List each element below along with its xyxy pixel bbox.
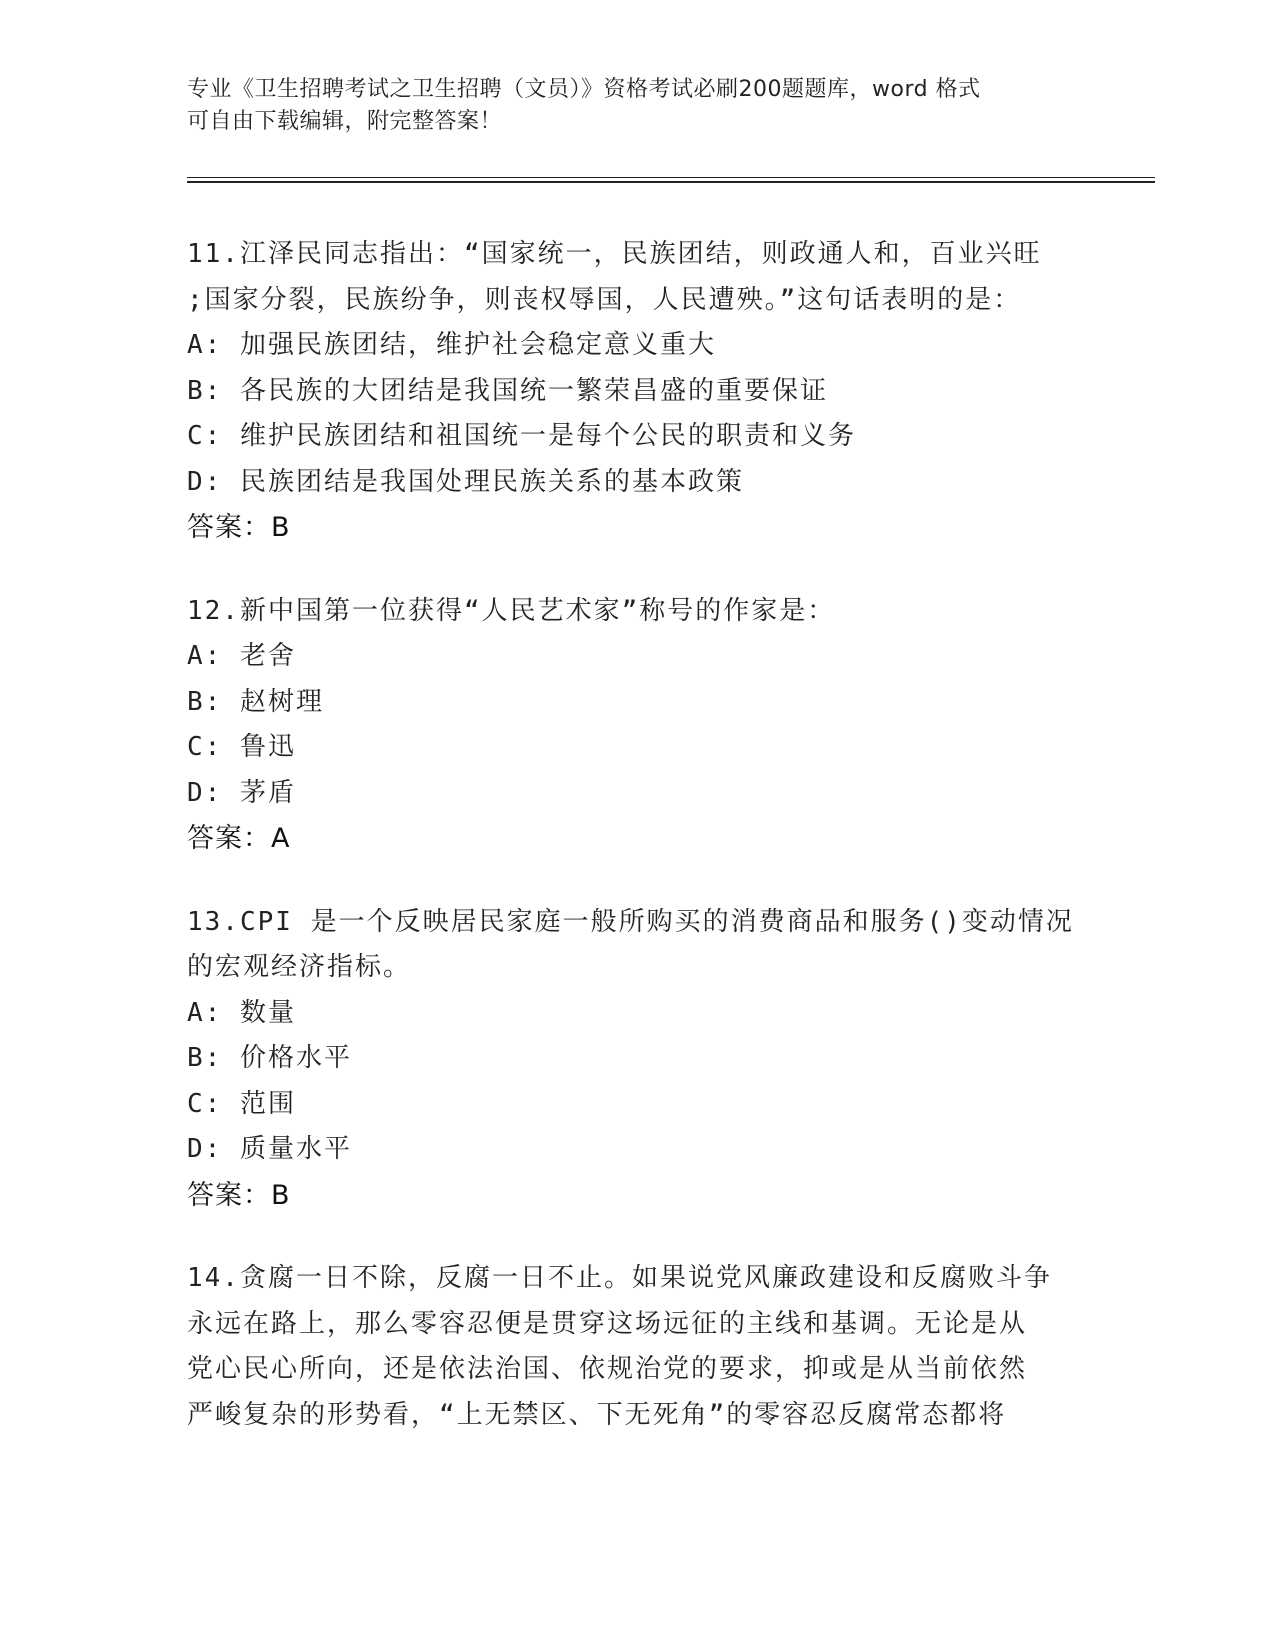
option-c: C: 维护民族团结和祖国统一是每个公民的职责和义务 bbox=[187, 421, 856, 451]
question-stem-line: 14.贪腐一日不除，反腐一日不止。如果说党风廉政建设和反腐败斗争 bbox=[187, 1263, 1052, 1293]
option-c: C: 鲁迅 bbox=[187, 732, 296, 762]
option-b: B: 赵树理 bbox=[187, 686, 324, 717]
answer: 答案：B bbox=[187, 1179, 291, 1211]
option-b: B: 价格水平 bbox=[187, 1043, 352, 1073]
question-13 bbox=[187, 900, 1087, 1219]
question-stem-line: 永远在路上，那么零容忍便是贯穿这场远征的主线和基调。无论是从 bbox=[187, 1308, 1028, 1339]
question-14 bbox=[187, 1256, 1087, 1438]
question-stem-line: 的宏观经济指标。 bbox=[187, 952, 412, 982]
header-line-2: 可自由下载编辑，附完整答案！ bbox=[187, 109, 503, 134]
question-list bbox=[187, 232, 1087, 1476]
option-d: D: 茅盾 bbox=[187, 777, 296, 808]
header-line-1: 专业《卫生招聘考试之卫生招聘（文员）》资格考试必刷200题题库，word 格式 bbox=[187, 77, 981, 102]
option-a: A: 老舍 bbox=[187, 641, 296, 671]
question-stem-line: ;国家分裂，民族纷争，则丧权辱国，人民遭殃。”这句话表明的是： bbox=[187, 284, 1022, 315]
option-d: D: 质量水平 bbox=[187, 1134, 352, 1164]
question-stem-line: 党心民心所向，还是依法治国、依规治党的要求，抑或是从当前依然 bbox=[187, 1354, 1028, 1384]
header-divider bbox=[187, 177, 1155, 183]
option-b: B: 各民族的大团结是我国统一繁荣昌盛的重要保证 bbox=[187, 375, 828, 406]
question-stem-line: 11.江泽民同志指出：“国家统一，民族团结，则政通人和，百业兴旺 bbox=[187, 239, 1042, 269]
option-a: A: 加强民族团结，维护社会稳定意义重大 bbox=[187, 330, 716, 360]
answer: 答案：B bbox=[187, 512, 291, 543]
question-11 bbox=[187, 232, 1087, 551]
question-stem-line: 12.新中国第一位获得“人民艺术家”称号的作家是： bbox=[187, 595, 836, 626]
option-c: C: 范围 bbox=[187, 1088, 296, 1119]
document-header bbox=[187, 74, 1087, 138]
answer: 答案：A bbox=[187, 823, 291, 854]
option-a: A: 数量 bbox=[187, 997, 296, 1028]
question-stem-line: 13.CPI 是一个反映居民家庭一般所购买的消费商品和服务()变动情况 bbox=[187, 906, 1074, 937]
option-d: D: 民族团结是我国处理民族关系的基本政策 bbox=[187, 466, 744, 497]
question-stem-line: 严峻复杂的形势看，“上无禁区、下无死角”的零容忍反腐常态都将 bbox=[187, 1399, 1007, 1430]
question-12 bbox=[187, 589, 1087, 862]
